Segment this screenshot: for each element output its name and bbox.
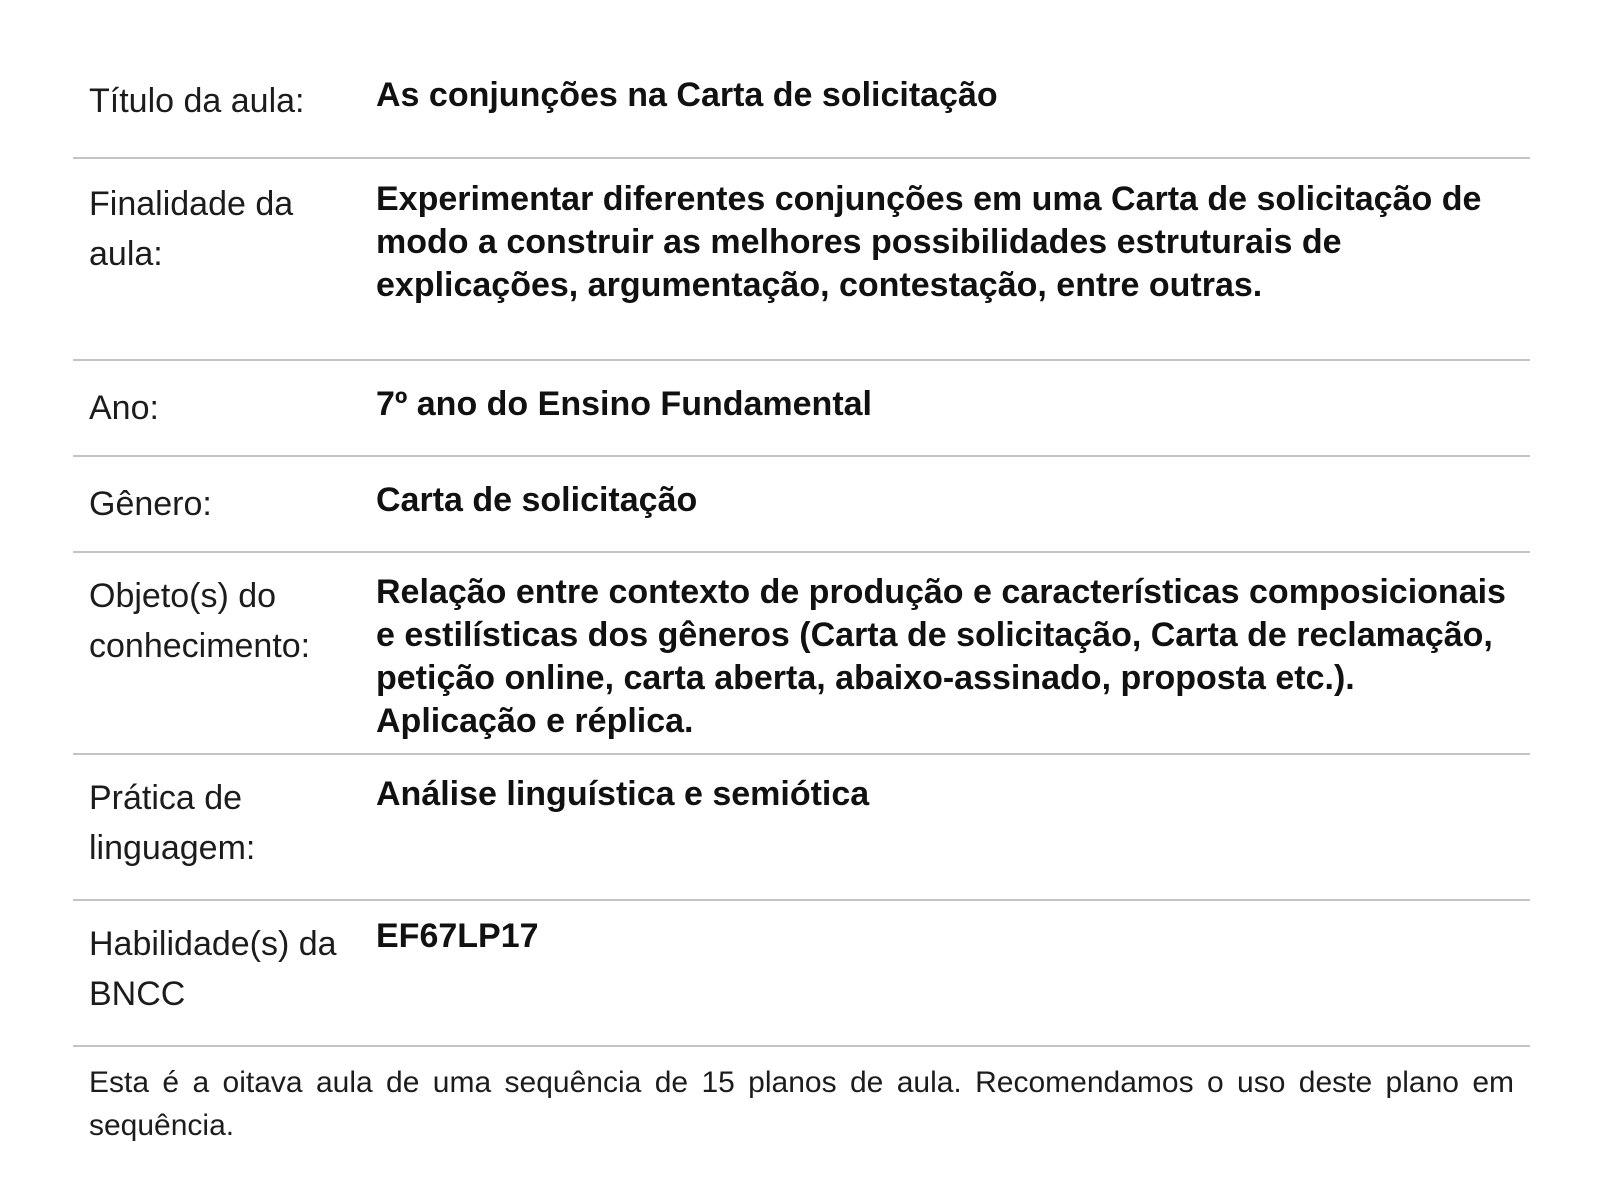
row-value: 7º ano do Ensino Fundamental — [376, 385, 873, 423]
sequence-note: Esta é a oitava aula de uma sequência de 15 planos de aula. Recomendamos o uso deste plano em sequência. — [89, 1066, 1514, 1142]
row-pratica-linguagem — [73, 755, 1530, 901]
row-value: Relação entre contexto de produção e características composicionais e estilísticas dos gêneros (Carta de solicitação, Carta de reclamação, petição online, carta aberta, abaixo-assinado, proposta etc.). Aplicação e réplica. — [376, 573, 1506, 740]
row-label: Prática de linguagem: — [89, 779, 256, 867]
row-value: As conjunções na Carta de solicitação — [376, 76, 998, 114]
row-value: EF67LP17 — [376, 917, 539, 955]
row-label: Ano: — [89, 389, 159, 427]
row-habilidades-bncc — [73, 901, 1530, 1047]
row-genero — [73, 457, 1530, 553]
row-ano — [73, 361, 1530, 457]
lesson-info-table — [73, 50, 1530, 1147]
row-label: Habilidade(s) da BNCC — [89, 925, 337, 1013]
row-label: Título da aula: — [89, 82, 305, 120]
row-label: Finalidade da aula: — [89, 185, 294, 273]
row-label: Gênero: — [89, 485, 212, 523]
row-titulo — [73, 50, 1530, 159]
row-value: Carta de solicitação — [376, 481, 698, 519]
row-objeto-conhecimento — [73, 553, 1530, 755]
row-label: Objeto(s) do conhecimento: — [89, 577, 311, 665]
row-value: Análise linguística e semiótica — [376, 775, 870, 813]
row-finalidade — [73, 159, 1530, 361]
row-value: Experimentar diferentes conjunções em uma Carta de solicitação de modo a construir as melhores possibilidades estruturais de explicações, argumentação, contestação, entre outras. — [376, 180, 1482, 304]
